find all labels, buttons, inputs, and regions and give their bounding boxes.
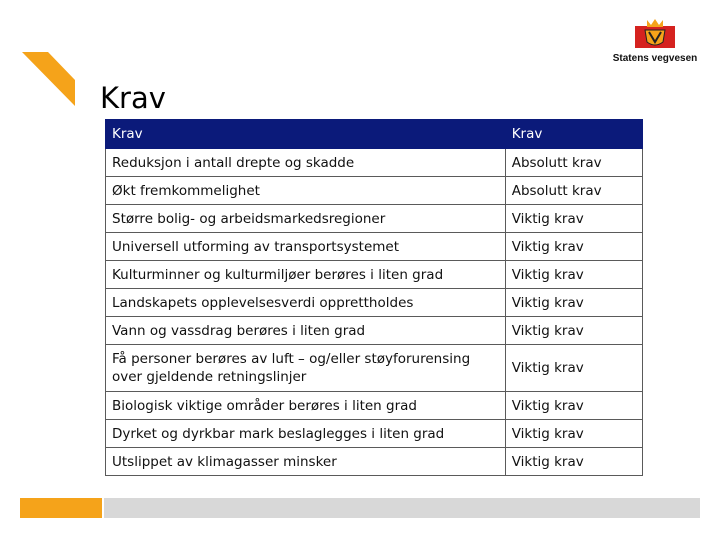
requirement-cell: Vann og vassdrag berøres i liten grad [106,317,506,345]
footer-accent-bar [20,498,102,518]
requirement-cell: Universell utforming av transportsystemet [106,233,506,261]
table-row [106,317,643,345]
requirement-cell: Dyrket og dyrkbar mark beslaglegges i liten grad [106,420,506,448]
footer-gray-bar [104,498,700,518]
requirements-table [105,119,643,476]
table-row [106,420,643,448]
table-row [106,392,643,420]
level-cell: Viktig krav [505,448,642,476]
statens-vegvesen-logo [600,18,710,70]
requirement-cell: Større bolig- og arbeidsmarkedsregioner [106,205,506,233]
logo-wordmark: Statens vegvesen [612,53,698,64]
table-row [106,177,643,205]
crown-shield-icon [633,18,677,50]
table-row [106,261,643,289]
table-row [106,345,643,392]
level-cell: Viktig krav [505,317,642,345]
level-cell: Viktig krav [505,420,642,448]
decorative-orange-stripe [0,0,80,110]
requirement-cell: Reduksjon i antall drepte og skadde [106,149,506,177]
requirement-cell: Økt fremkommelighet [106,177,506,205]
requirement-cell: Biologisk viktige områder berøres i liten grad [106,392,506,420]
level-cell: Viktig krav [505,392,642,420]
header-requirement: Krav [106,120,506,149]
level-cell: Absolutt krav [505,177,642,205]
level-cell: Absolutt krav [505,149,642,177]
table-row [106,149,643,177]
table-header-row [106,120,643,149]
table-row [106,233,643,261]
table-row [106,448,643,476]
header-level: Krav [505,120,642,149]
table-row [106,289,643,317]
requirement-cell: Landskapets opplevelsesverdi opprettholdes [106,289,506,317]
slide-title: Krav [100,81,166,115]
level-cell: Viktig krav [505,233,642,261]
requirement-cell: Kulturminner og kulturmiljøer berøres i liten grad [106,261,506,289]
level-cell: Viktig krav [505,261,642,289]
level-cell: Viktig krav [505,289,642,317]
level-cell: Viktig krav [505,345,642,392]
requirement-cell: Få personer berøres av luft – og/eller støyforurensing over gjeldende retningslinjer [106,345,506,392]
requirement-cell: Utslippet av klimagasser minsker [106,448,506,476]
level-cell: Viktig krav [505,205,642,233]
table-row [106,205,643,233]
